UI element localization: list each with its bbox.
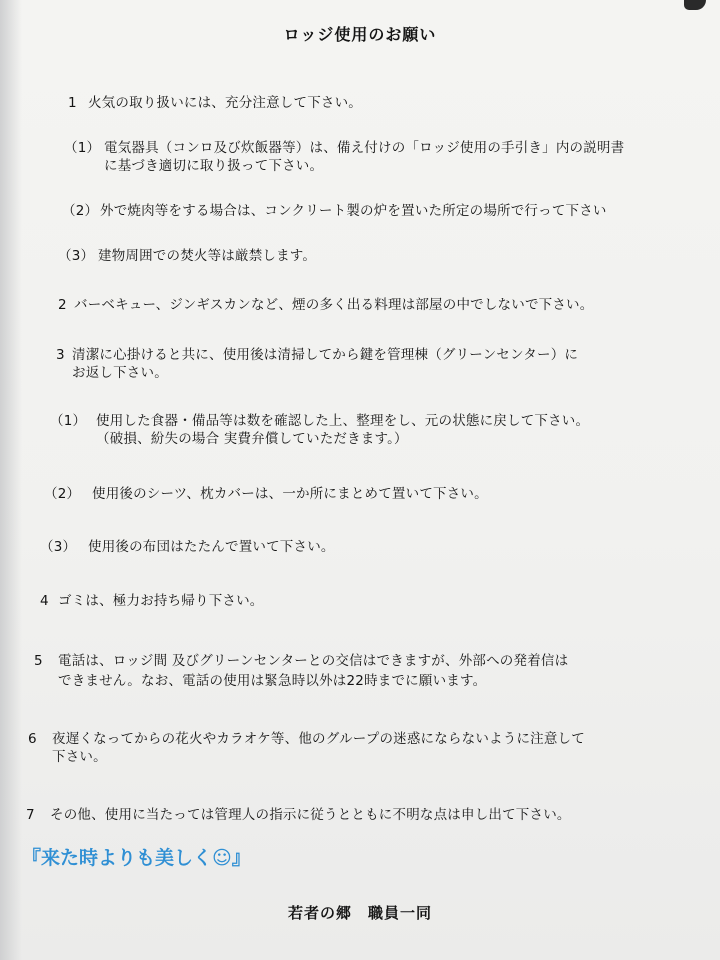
item-text-line-1: 電話は、ロッジ間 及びグリーンセンターとの交信はできますが、外部への発着信は bbox=[58, 653, 569, 669]
subitem-text-line-1: 使用した食器・備品等は数を確認した上、整理をし、元の状態に戻して下さい。 bbox=[96, 413, 590, 429]
item-number: 2 bbox=[58, 297, 67, 313]
subitem-text-line-2: に基づき適切に取り扱って下さい。 bbox=[104, 158, 324, 174]
subitem-text-line-1: 電気器具（コンロ及び炊飯器等）は、備え付けの「ロッジ使用の手引き」内の説明書 bbox=[104, 140, 625, 156]
subitem-number: （2） bbox=[62, 203, 99, 219]
subitem-number: （3） bbox=[58, 248, 95, 264]
subitem-text: 使用後の布団はたたんで置いて下さい。 bbox=[88, 539, 335, 555]
paper-edge-shadow bbox=[0, 0, 22, 960]
item-text: バーベキュー、ジンギスカンなど、煙の多く出る料理は部屋の中でしないで下さい。 bbox=[74, 297, 594, 313]
item-text: その他、使用に当たっては管理人の指示に従うとともに不明な点は申し出て下さい。 bbox=[50, 807, 571, 823]
item-text-line-2: できません。なお、電話の使用は緊急時以外は22時までに願います。 bbox=[58, 673, 487, 689]
item-number: 6 bbox=[28, 731, 37, 747]
item-number: 4 bbox=[40, 593, 49, 609]
pen-mark bbox=[684, 0, 706, 10]
item-number: 7 bbox=[26, 807, 35, 823]
slogan: 『来た時よりも美しく☺』 bbox=[22, 847, 251, 869]
item-number: 5 bbox=[34, 653, 43, 669]
subitem-number: （1） bbox=[64, 140, 101, 156]
item-text: 火気の取り扱いには、充分注意して下さい。 bbox=[88, 95, 362, 111]
subitem-text: 建物周囲での焚火等は厳禁します。 bbox=[98, 248, 317, 264]
notice-title: ロッジ使用のお願い bbox=[283, 25, 437, 44]
item-number: 3 bbox=[56, 347, 65, 363]
subitem-text: 外で焼肉等をする場合は、コンクリート製の炉を置いた所定の場所で行って下さい bbox=[100, 203, 607, 219]
subitem-number: （1） bbox=[50, 413, 87, 429]
item-text-line-1: 夜遅くなってからの花火やカラオケ等、他のグループの迷惑にならないように注意して bbox=[52, 731, 585, 747]
item-text: ゴミは、極力お持ち帰り下さい。 bbox=[58, 593, 264, 609]
item-text-line-1: 清潔に心掛けると共に、使用後は清掃してから鍵を管理棟（グリーンセンター）に bbox=[72, 347, 579, 363]
subitem-number: （3） bbox=[40, 539, 77, 555]
item-text-line-2: お返し下さい。 bbox=[72, 365, 168, 381]
signature: 若者の郷 職員一同 bbox=[287, 904, 432, 922]
item-text-line-2: 下さい。 bbox=[52, 749, 107, 765]
subitem-text: 使用後のシーツ、枕カバーは、一か所にまとめて置いて下さい。 bbox=[92, 486, 488, 502]
subitem-number: （2） bbox=[44, 486, 81, 502]
item-number: 1 bbox=[68, 95, 77, 111]
subitem-text-line-2: （破損、紛失の場合 実費弁償していただきます。） bbox=[96, 431, 408, 447]
